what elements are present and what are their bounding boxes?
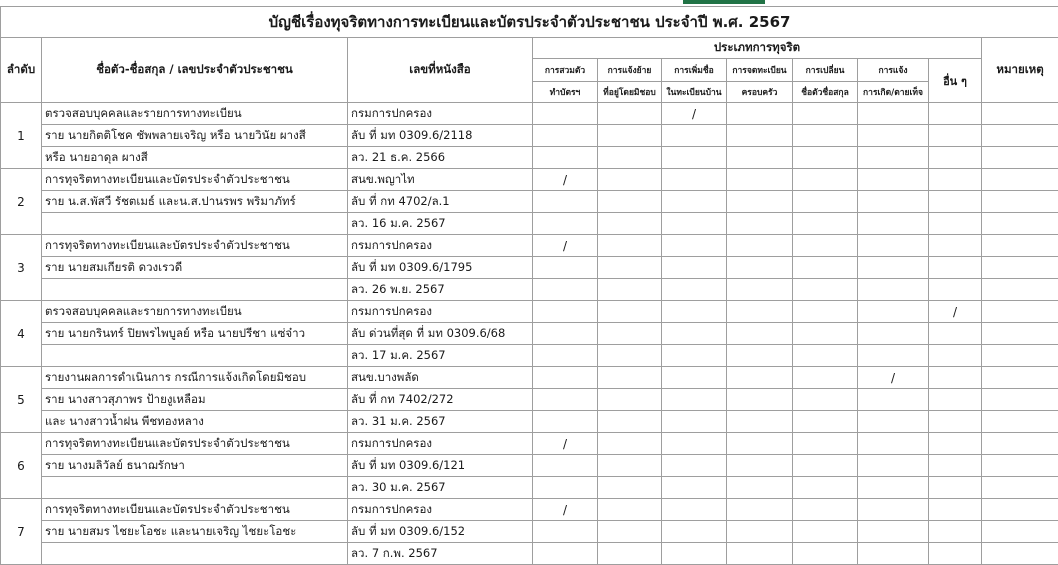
type-cell[interactable] [929, 257, 982, 279]
type-cell[interactable] [598, 125, 662, 147]
name-cell[interactable] [42, 213, 348, 235]
type-cell[interactable] [662, 433, 727, 455]
type-cell[interactable] [793, 169, 858, 191]
type-cell[interactable] [858, 411, 929, 433]
type-cell[interactable] [727, 103, 793, 125]
seq-cell[interactable]: 3 [1, 235, 42, 301]
type-cell[interactable] [662, 235, 727, 257]
remark-cell[interactable] [982, 521, 1058, 543]
doc-cell[interactable]: ลว. 16 ม.ค. 2567 [348, 213, 533, 235]
table-row [1, 499, 1058, 521]
type-cell[interactable] [598, 411, 662, 433]
name-cell[interactable]: ราย นายกรินทร์ ปิยพรไพบูลย์ หรือ นายปรีชา แซ่จ๋าว [42, 323, 348, 345]
table-row [1, 389, 1058, 411]
type-cell[interactable] [858, 125, 929, 147]
header-type-2-line1[interactable]: การเพิ่มชื่อ [662, 59, 727, 82]
fraud-type-mark[interactable]: / [662, 103, 727, 125]
type-cell[interactable] [727, 411, 793, 433]
seq-cell[interactable]: 1 [1, 103, 42, 169]
table-row [1, 521, 1058, 543]
type-cell[interactable] [533, 125, 598, 147]
name-cell[interactable]: ราย นายสมเกียรติ ดวงเรวดี [42, 257, 348, 279]
type-cell[interactable] [793, 543, 858, 565]
type-cell[interactable] [727, 257, 793, 279]
type-cell[interactable] [533, 477, 598, 499]
type-cell[interactable] [929, 213, 982, 235]
type-cell[interactable] [662, 279, 727, 301]
type-cell[interactable] [858, 301, 929, 323]
type-cell[interactable] [533, 389, 598, 411]
doc-cell[interactable]: ลับ ที่ กท 4702/ล.1 [348, 191, 533, 213]
remark-cell[interactable] [982, 147, 1058, 169]
type-cell[interactable] [533, 301, 598, 323]
type-cell[interactable] [929, 455, 982, 477]
type-cell[interactable] [929, 103, 982, 125]
active-tab-indicator [683, 0, 765, 4]
type-cell[interactable] [533, 257, 598, 279]
doc-cell[interactable]: ลับ ที่ มท 0309.6/121 [348, 455, 533, 477]
type-cell[interactable] [533, 411, 598, 433]
type-cell[interactable] [662, 521, 727, 543]
type-cell[interactable] [533, 191, 598, 213]
type-cell[interactable] [727, 477, 793, 499]
remark-cell[interactable] [982, 323, 1058, 345]
type-cell[interactable] [929, 279, 982, 301]
type-cell[interactable] [929, 169, 982, 191]
table-row [1, 367, 1058, 389]
type-cell[interactable] [793, 125, 858, 147]
type-cell[interactable] [533, 455, 598, 477]
remark-cell[interactable] [982, 191, 1058, 213]
header-type-1-line1[interactable]: การแจ้งย้าย [598, 59, 662, 82]
doc-cell[interactable]: ลว. 31 ม.ค. 2567 [348, 411, 533, 433]
type-cell[interactable] [662, 301, 727, 323]
seq-cell[interactable]: 7 [1, 499, 42, 565]
type-cell[interactable] [662, 125, 727, 147]
header-type-2-line2[interactable]: ในทะเบียนบ้าน [662, 82, 727, 103]
type-cell[interactable] [793, 411, 858, 433]
type-cell[interactable] [929, 389, 982, 411]
type-cell[interactable] [858, 345, 929, 367]
type-cell[interactable] [929, 125, 982, 147]
type-cell[interactable] [533, 103, 598, 125]
doc-cell[interactable]: ลับ ด่วนที่สุด ที่ มท 0309.6/68 [348, 323, 533, 345]
name-cell[interactable] [42, 543, 348, 565]
type-cell[interactable] [662, 367, 727, 389]
type-cell[interactable] [929, 191, 982, 213]
seq-cell[interactable]: 4 [1, 301, 42, 367]
type-cell[interactable] [929, 477, 982, 499]
type-cell[interactable] [793, 103, 858, 125]
name-cell[interactable] [42, 345, 348, 367]
type-cell[interactable] [858, 169, 929, 191]
type-cell[interactable] [727, 455, 793, 477]
doc-cell[interactable]: ลว. 17 ม.ค. 2567 [348, 345, 533, 367]
remark-cell[interactable] [982, 389, 1058, 411]
doc-cell[interactable]: ลับ ที่ มท 0309.6/2118 [348, 125, 533, 147]
type-cell[interactable] [662, 389, 727, 411]
doc-cell[interactable]: กรมการปกครอง [348, 499, 533, 521]
type-cell[interactable] [598, 323, 662, 345]
type-cell[interactable] [858, 323, 929, 345]
type-cell[interactable] [727, 301, 793, 323]
type-cell[interactable] [929, 345, 982, 367]
type-cell[interactable] [533, 345, 598, 367]
type-cell[interactable] [727, 235, 793, 257]
type-cell[interactable] [598, 191, 662, 213]
type-cell[interactable] [662, 169, 727, 191]
type-cell[interactable] [533, 213, 598, 235]
type-cell[interactable] [727, 279, 793, 301]
name-cell[interactable]: ราย นายสมร ไชยะโอชะ และนายเจริญ ไชยะโอชะ [42, 521, 348, 543]
spreadsheet-table [0, 6, 1058, 565]
type-cell[interactable] [662, 147, 727, 169]
remark-cell[interactable] [982, 235, 1058, 257]
type-cell[interactable] [929, 411, 982, 433]
table-row [1, 213, 1058, 235]
type-cell[interactable] [858, 191, 929, 213]
fraud-type-mark[interactable]: / [533, 235, 598, 257]
type-cell[interactable] [793, 279, 858, 301]
type-cell[interactable] [858, 103, 929, 125]
name-cell[interactable]: ตรวจสอบบุคคลและรายการทางทะเบียน [42, 103, 348, 125]
type-cell[interactable] [598, 455, 662, 477]
header-doc[interactable]: เลขที่หนังสือ [348, 38, 533, 103]
header-seq[interactable]: ลำดับ [1, 38, 42, 103]
name-cell[interactable]: หรือ นายอาดุล ผางสี [42, 147, 348, 169]
type-cell[interactable] [858, 389, 929, 411]
seq-cell[interactable]: 5 [1, 367, 42, 433]
type-cell[interactable] [727, 521, 793, 543]
remark-cell[interactable] [982, 103, 1058, 125]
table-row [1, 301, 1058, 323]
remark-cell[interactable] [982, 125, 1058, 147]
type-cell[interactable] [929, 147, 982, 169]
name-cell[interactable]: ราย นางสาวสุภาพร ป้ายงูเหลือม [42, 389, 348, 411]
type-cell[interactable] [598, 235, 662, 257]
header-remark[interactable]: หมายเหตุ [982, 38, 1058, 103]
type-cell[interactable] [727, 543, 793, 565]
name-cell[interactable]: และ นางสาวน้ำฝน พีชทองหลาง [42, 411, 348, 433]
type-cell[interactable] [662, 499, 727, 521]
type-cell[interactable] [662, 543, 727, 565]
type-cell[interactable] [662, 213, 727, 235]
table-row [1, 191, 1058, 213]
name-cell[interactable]: การทุจริตทางทะเบียนและบัตรประจำตัวประชาชน [42, 433, 348, 455]
remark-cell[interactable] [982, 367, 1058, 389]
type-cell[interactable] [662, 191, 727, 213]
type-cell[interactable] [727, 169, 793, 191]
header-type-4-line2[interactable]: ชื่อตัวชื่อสกุล [793, 82, 858, 103]
header-type-6[interactable]: อื่น ๆ [929, 59, 982, 103]
type-cell[interactable] [598, 279, 662, 301]
type-cell[interactable] [929, 323, 982, 345]
type-cell[interactable] [793, 477, 858, 499]
type-cell[interactable] [793, 191, 858, 213]
doc-cell[interactable]: กรมการปกครอง [348, 103, 533, 125]
type-cell[interactable] [793, 433, 858, 455]
remark-cell[interactable] [982, 433, 1058, 455]
remark-cell[interactable] [982, 477, 1058, 499]
name-cell[interactable]: ราย นายกิตติโชค ชัพพลายเจริญ หรือ นายวินัย ผางสี [42, 125, 348, 147]
type-cell[interactable] [598, 169, 662, 191]
remark-cell[interactable] [982, 411, 1058, 433]
table-row [1, 125, 1058, 147]
type-cell[interactable] [598, 301, 662, 323]
type-cell[interactable] [727, 213, 793, 235]
table-row [1, 543, 1058, 565]
type-cell[interactable] [858, 499, 929, 521]
type-cell[interactable] [793, 499, 858, 521]
type-cell[interactable] [533, 147, 598, 169]
header-type-4-line1[interactable]: การเปลี่ยน [793, 59, 858, 82]
type-cell[interactable] [727, 389, 793, 411]
doc-cell[interactable]: ลับ ที่ มท 0309.6/1795 [348, 257, 533, 279]
type-cell[interactable] [929, 433, 982, 455]
header-type-5-line1[interactable]: การแจ้ง [858, 59, 929, 82]
table-row [1, 257, 1058, 279]
doc-cell[interactable]: ลว. 26 พ.ย. 2567 [348, 279, 533, 301]
type-cell[interactable] [858, 147, 929, 169]
name-cell[interactable] [42, 477, 348, 499]
remark-cell[interactable] [982, 455, 1058, 477]
type-cell[interactable] [598, 433, 662, 455]
type-cell[interactable] [598, 389, 662, 411]
seq-cell[interactable]: 6 [1, 433, 42, 499]
type-cell[interactable] [727, 499, 793, 521]
type-cell[interactable] [793, 213, 858, 235]
table-row [1, 147, 1058, 169]
remark-cell[interactable] [982, 169, 1058, 191]
header-name[interactable]: ชื่อตัว-ชื่อสกุล / เลขประจำตัวประชาชน [42, 38, 348, 103]
header-type-0-line1[interactable]: การสวมตัว [533, 59, 598, 82]
header-type-0-line2[interactable]: ทำบัตรฯ [533, 82, 598, 103]
type-cell[interactable] [727, 367, 793, 389]
type-cell[interactable] [533, 543, 598, 565]
type-cell[interactable] [793, 257, 858, 279]
type-cell[interactable] [858, 433, 929, 455]
doc-cell[interactable]: ลว. 30 ม.ค. 2567 [348, 477, 533, 499]
type-cell[interactable] [727, 433, 793, 455]
type-cell[interactable] [858, 213, 929, 235]
type-cell[interactable] [793, 323, 858, 345]
doc-cell[interactable]: ลับ ที่ กท 7402/272 [348, 389, 533, 411]
table-row [1, 345, 1058, 367]
type-cell[interactable] [598, 521, 662, 543]
type-cell[interactable] [793, 521, 858, 543]
table-row [1, 279, 1058, 301]
type-cell[interactable] [662, 477, 727, 499]
remark-cell[interactable] [982, 345, 1058, 367]
type-cell[interactable] [598, 499, 662, 521]
type-cell[interactable] [662, 411, 727, 433]
doc-cell[interactable]: สนข.พญาไท [348, 169, 533, 191]
type-cell[interactable] [598, 543, 662, 565]
type-cell[interactable] [858, 279, 929, 301]
table-row [1, 103, 1058, 125]
fraud-type-mark[interactable]: / [533, 169, 598, 191]
type-cell[interactable] [929, 367, 982, 389]
remark-cell[interactable] [982, 279, 1058, 301]
type-cell[interactable] [929, 543, 982, 565]
fraud-type-mark[interactable]: / [533, 433, 598, 455]
name-cell[interactable]: ตรวจสอบบุคคลและรายการทางทะเบียน [42, 301, 348, 323]
type-cell[interactable] [727, 345, 793, 367]
remark-cell[interactable] [982, 213, 1058, 235]
type-cell[interactable] [533, 323, 598, 345]
fraud-type-mark[interactable]: / [533, 499, 598, 521]
seq-cell[interactable]: 2 [1, 169, 42, 235]
header-type-3-line1[interactable]: การจดทะเบียน [727, 59, 793, 82]
type-cell[interactable] [793, 301, 858, 323]
table-row [1, 235, 1058, 257]
name-cell[interactable]: การทุจริตทางทะเบียนและบัตรประจำตัวประชาชน [42, 235, 348, 257]
name-cell[interactable]: ราย น.ส.พัสวี รัชตเมธ์ และน.ส.ปานรพร พริมาภัทร์ [42, 191, 348, 213]
fraud-type-mark[interactable]: / [929, 301, 982, 323]
type-cell[interactable] [533, 279, 598, 301]
table-row [1, 477, 1058, 499]
table-row [1, 433, 1058, 455]
type-cell[interactable] [727, 191, 793, 213]
type-cell[interactable] [858, 257, 929, 279]
type-cell[interactable] [598, 345, 662, 367]
doc-cell[interactable]: ลับ ที่ มท 0309.6/152 [348, 521, 533, 543]
name-cell[interactable]: ราย นางมลิวัลย์ ธนาฌรักษา [42, 455, 348, 477]
type-cell[interactable] [598, 147, 662, 169]
type-cell[interactable] [793, 367, 858, 389]
fraud-type-mark[interactable]: / [858, 367, 929, 389]
type-cell[interactable] [598, 477, 662, 499]
type-cell[interactable] [793, 455, 858, 477]
header-type-5-line2[interactable]: การเกิด/ตายเท็จ [858, 82, 929, 103]
header-type-group[interactable]: ประเภทการทุจริต [533, 38, 982, 59]
table-row [1, 455, 1058, 477]
doc-cell[interactable]: กรมการปกครอง [348, 235, 533, 257]
type-cell[interactable] [598, 213, 662, 235]
type-cell[interactable] [727, 125, 793, 147]
type-cell[interactable] [793, 147, 858, 169]
type-cell[interactable] [858, 455, 929, 477]
type-cell[interactable] [929, 499, 982, 521]
remark-cell[interactable] [982, 257, 1058, 279]
type-cell[interactable] [929, 521, 982, 543]
type-cell[interactable] [793, 389, 858, 411]
type-cell[interactable] [793, 345, 858, 367]
type-cell[interactable] [858, 235, 929, 257]
table-row [1, 169, 1058, 191]
type-cell[interactable] [662, 455, 727, 477]
type-cell[interactable] [662, 345, 727, 367]
name-cell[interactable]: การทุจริตทางทะเบียนและบัตรประจำตัวประชาชน [42, 499, 348, 521]
type-cell[interactable] [858, 543, 929, 565]
name-cell[interactable] [42, 279, 348, 301]
type-cell[interactable] [662, 323, 727, 345]
header-type-1-line2[interactable]: ที่อยู่โดยมิชอบ [598, 82, 662, 103]
header-type-3-line2[interactable]: ครอบครัว [727, 82, 793, 103]
table-row [1, 411, 1058, 433]
table-row [1, 323, 1058, 345]
remark-cell[interactable] [982, 301, 1058, 323]
remark-cell[interactable] [982, 543, 1058, 565]
doc-cell[interactable]: ลว. 7 ก.พ. 2567 [348, 543, 533, 565]
type-cell[interactable] [727, 147, 793, 169]
remark-cell[interactable] [982, 499, 1058, 521]
type-cell[interactable] [533, 521, 598, 543]
type-cell[interactable] [858, 477, 929, 499]
type-cell[interactable] [533, 367, 598, 389]
type-cell[interactable] [598, 103, 662, 125]
doc-cell[interactable]: ลว. 21 ธ.ค. 2566 [348, 147, 533, 169]
type-cell[interactable] [662, 257, 727, 279]
type-cell[interactable] [793, 235, 858, 257]
sheet-title[interactable]: บัญชีเรื่องทุจริตทางการทะเบียนและบัตรประจำตัวประชาชน ประจำปี พ.ศ. 2567 [1, 7, 1058, 38]
type-cell[interactable] [929, 235, 982, 257]
type-cell[interactable] [858, 521, 929, 543]
type-cell[interactable] [598, 257, 662, 279]
name-cell[interactable]: รายงานผลการดำเนินการ กรณีการแจ้งเกิดโดยมิชอบ [42, 367, 348, 389]
doc-cell[interactable]: สนข.บางพลัด [348, 367, 533, 389]
doc-cell[interactable]: กรมการปกครอง [348, 433, 533, 455]
doc-cell[interactable]: กรมการปกครอง [348, 301, 533, 323]
type-cell[interactable] [598, 367, 662, 389]
name-cell[interactable]: การทุจริตทางทะเบียนและบัตรประจำตัวประชาชน [42, 169, 348, 191]
type-cell[interactable] [727, 323, 793, 345]
